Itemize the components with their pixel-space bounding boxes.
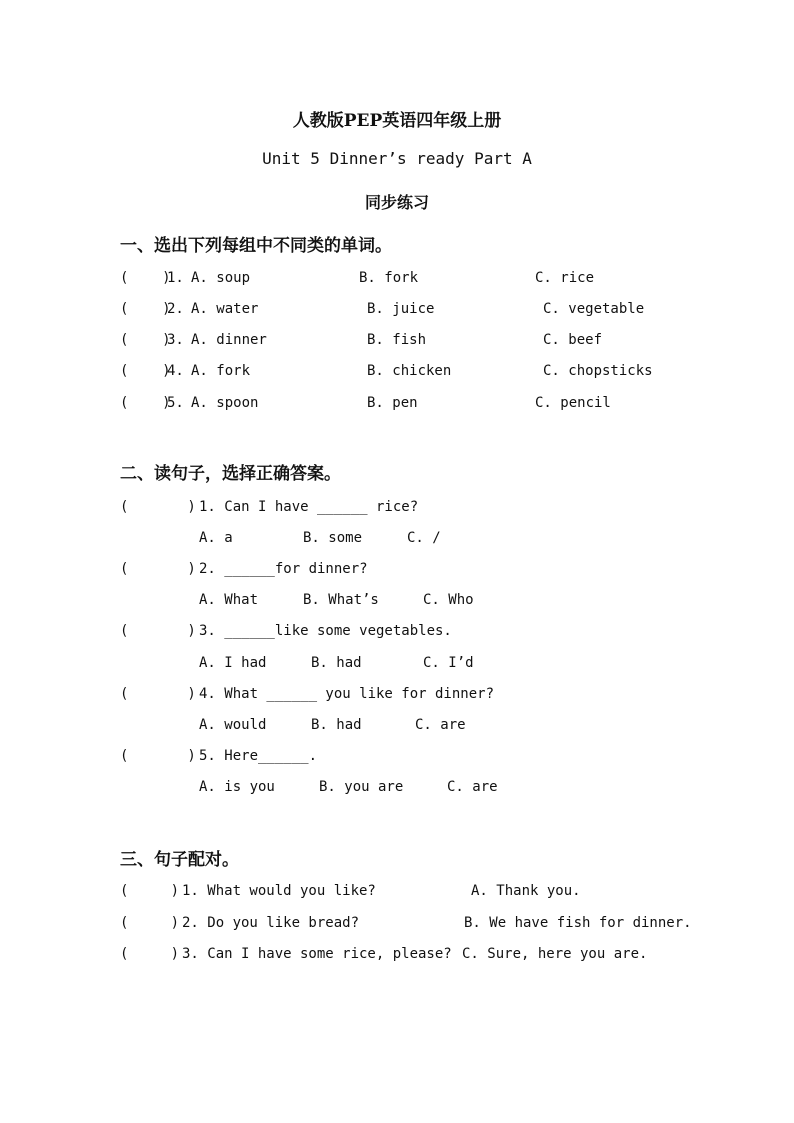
option-b: B. What’s (303, 592, 379, 608)
answer-bracket: ( ) (120, 561, 196, 577)
question-text: 1. Can I have ______ rice? (199, 499, 419, 515)
answer-bracket: ( ) (120, 395, 171, 411)
question-text: 1. What would you like? (182, 883, 376, 899)
question-number: 2. (167, 301, 184, 317)
section1-heading: 一、选出下列每组中不同类的单词。 (120, 236, 392, 256)
answer-bracket: ( ) (120, 946, 180, 962)
question-text: 4. What ______ you like for dinner? (199, 686, 495, 702)
question-text: 3. ______like some vegetables. (199, 623, 452, 639)
question-number: 3. (167, 332, 184, 348)
option-a: A. fork (191, 363, 251, 379)
option-c: C. are (415, 717, 466, 733)
option-c: C. are (447, 779, 498, 795)
option-c: C. beef (543, 332, 603, 348)
question-number: 5. (167, 395, 184, 411)
option-b: B. fish (367, 332, 427, 348)
question-text: 5. Here______. (199, 748, 318, 764)
question-number: 4. (167, 363, 184, 379)
answer-bracket: ( ) (120, 270, 171, 286)
option-a: A. What (199, 592, 259, 608)
option-a: A. is you (199, 779, 275, 795)
option-b: B. you are (319, 779, 404, 795)
answer-bracket: ( ) (120, 363, 171, 379)
option-b: B. some (303, 530, 363, 546)
exercise-label: 同步练习 (364, 193, 429, 212)
unit-title: Unit 5 Dinner’s ready Part A (262, 149, 532, 168)
option-a: A. soup (191, 270, 251, 286)
answer-bracket: ( ) (120, 332, 171, 348)
question-text: 3. Can I have some rice, please? (182, 946, 452, 962)
option-a: A. dinner (191, 332, 267, 348)
page-title: 人教版PEP英语四年级上册 (292, 111, 502, 131)
option-b: B. chicken (367, 363, 452, 379)
answer-bracket: ( ) (120, 883, 180, 899)
answer-bracket: ( ) (120, 915, 180, 931)
option-b: B. pen (367, 395, 418, 411)
question-text: 2. ______for dinner? (199, 561, 368, 577)
answer-bracket: ( ) (120, 686, 196, 702)
option-a: A. a (199, 530, 233, 546)
answer-bracket: ( ) (120, 623, 196, 639)
question-number: 1. (167, 270, 184, 286)
answer-bracket: ( ) (120, 499, 196, 515)
option-c: C. / (407, 530, 441, 546)
question-text: 2. Do you like bread? (182, 915, 360, 931)
option-b: B. had (311, 717, 362, 733)
option-c: C. I’d (423, 655, 474, 671)
option-a: A. would (199, 717, 267, 733)
option-b: B. juice (367, 301, 435, 317)
option-c: C. chopsticks (543, 363, 653, 379)
answer-bracket: ( ) (120, 301, 171, 317)
section2-heading: 二、读句子，选择正确答案。 (120, 464, 341, 484)
answer-bracket: ( ) (120, 748, 196, 764)
answer-option: C. Sure, here you are. (462, 946, 648, 962)
option-b: B. had (311, 655, 362, 671)
option-a: A. spoon (191, 395, 259, 411)
section3-heading: 三、句子配对。 (120, 850, 239, 870)
option-c: C. vegetable (543, 301, 645, 317)
option-c: C. Who (423, 592, 474, 608)
answer-option: A. Thank you. (471, 883, 581, 899)
option-a: A. I had (199, 655, 267, 671)
answer-option: B. We have fish for dinner. (464, 915, 692, 931)
option-c: C. pencil (535, 395, 611, 411)
option-a: A. water (191, 301, 259, 317)
option-b: B. fork (359, 270, 419, 286)
option-c: C. rice (535, 270, 595, 286)
